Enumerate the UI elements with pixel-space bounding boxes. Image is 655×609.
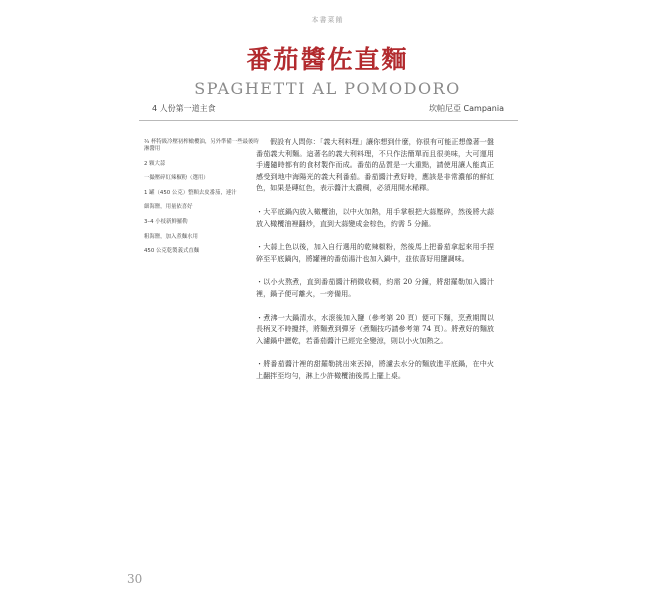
recipe-meta [152, 103, 504, 118]
region-label: 坎帕尼亞 Campania [429, 104, 504, 113]
running-header: 本書菜餚 [311, 16, 344, 24]
recipe-title-chinese: 番茄醬佐直麵 [246, 45, 409, 74]
recipe-body [256, 136, 494, 394]
method-step: ・大平底鍋內放入橄欖油，以中火加熱，用手掌根把大蒜壓碎，然後將大蒜放入橄欖油裡翻炒，直到大蒜變成金棕色，約需 5 分鐘。 [256, 206, 494, 228]
ingredient-item: 2 顆大蒜 [144, 160, 166, 167]
ingredient-item: 1 罐（450 公克）整顆去皮番茄，連汁 [144, 189, 237, 196]
servings-label: 4 人份第一道主食 [152, 104, 216, 113]
recipe-title-english: SPAGHETTI AL POMODORO [194, 79, 461, 98]
ingredient-item: 細海鹽，用量依喜好 [144, 204, 193, 211]
ingredients-list [144, 139, 260, 263]
ingredient-item: 粗海鹽，加入煮麵水用 [144, 233, 198, 240]
method-step: ・以小火熬煮，直到番茄醬汁稍微收稠，約需 20 分鐘，將甜羅勒加入醬汁裡，鍋子便可離火，一旁備用。 [256, 277, 494, 298]
method-step: ・大蒜上色以後，加入自行選用的乾辣椒粉，然後馬上把番茄拿起來用手捏碎至平底鍋內，將罐裡的番茄湯汁也加入鍋中，並依喜好用鹽調味。 [256, 242, 494, 263]
method-step: ・煮沸一大鍋清水，水滾後加入鹽（參考第 20 頁）便可下麵，烹煮期間以長柄叉不時攪拌，將麵煮到彈牙（煮麵技巧請參考第 74 頁）。將煮好的麵放入濾鍋中瀝乾，若番茄醬汁已經完全變涼，則以小火加熱之。 [256, 312, 494, 345]
ingredient-item: 3–4 小枝新鮮羅勒 [144, 218, 188, 225]
page-number: 30 [127, 572, 143, 586]
ingredient-item: 一撮壓碎紅辣椒粉（選用） [144, 175, 209, 182]
ingredient-item: ¾ 杯特級冷壓初榨橄欖油，另外準備一些最後時淋醬用 [144, 139, 259, 152]
method-step: ・將番茄醬汁裡的甜羅勒挑出來丟掉，將濾去水分的麵放進平底鍋，在中火上翻拌至均勻，淋上少許橄欖油後馬上擺上桌。 [256, 359, 494, 380]
ingredient-item: 450 公克乾製義式直麵 [144, 248, 200, 255]
divider-rule [139, 120, 518, 121]
intro-paragraph: 假設有人問你：「義大利料理」讓你想到什麼，你很有可能正想像著一盤番茄義大利麵。這著名的義大利料理，不只作法簡單而且很美味，大可運用手邊隨時都有的食材製作而成。番茄的品質是一大重點，請使用讓人能真正感受到地中海陽光的義大利番茄。番茄醬汁煮好時，應該是非常濃郁的鮮紅色，如果是磚紅色，表示醬汁太濃稠，必須用開水稀釋。 [256, 137, 494, 193]
